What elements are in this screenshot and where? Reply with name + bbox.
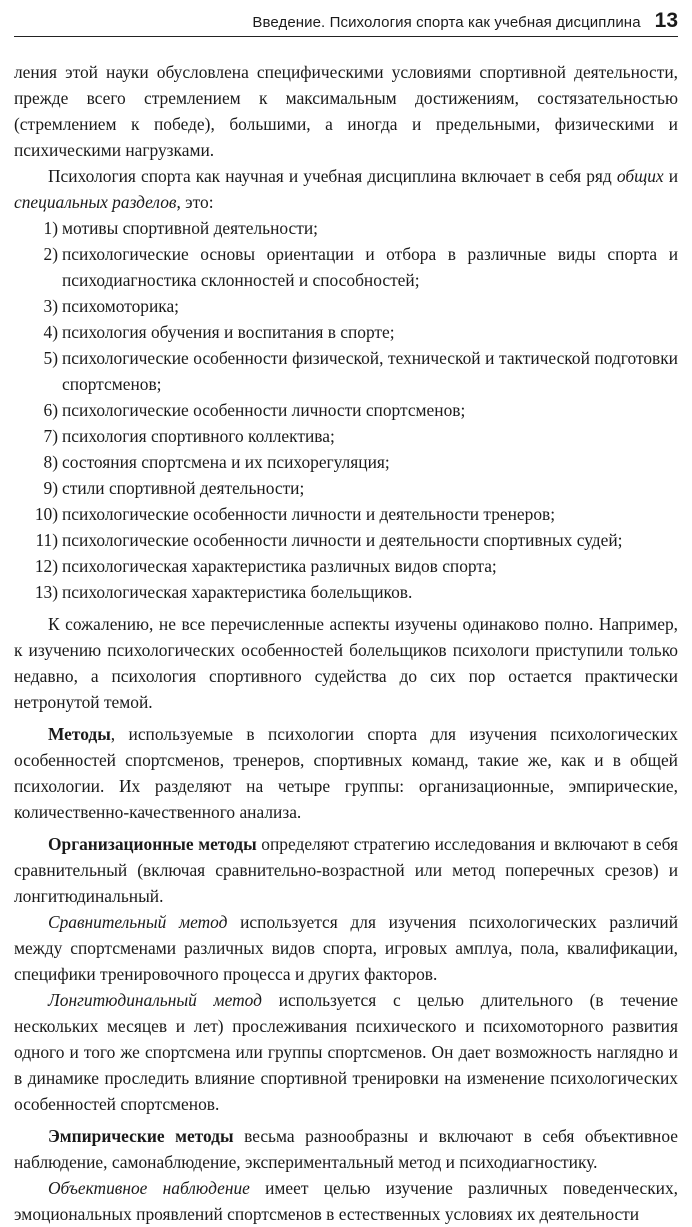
paragraph-organizational-methods: Организационные методы определяют стратегию исследования и включают в себя сравнительный (включая сравнительно-возрастной или метод поперечных срезов) и лонгитюдинальный. — [14, 834, 678, 906]
page-body — [14, 59, 678, 1227]
paragraph-regret: К сожалению, не все перечисленные аспекты изучены одинаково полно. Например, к изучению психологических особенностей болельщиков психологи приступили только недавно, а психология спортивного судейства до сих пор остается практически нетронутой темой. — [14, 614, 678, 712]
paragraph-continuation: ления этой науки обусловлена специфическими условиями спортивной деятельности, прежде всего стремлением к максимальным достижениям, состязательностью (стремлением к победе), большими, а иногда и предельными, физическими и психическими нагрузками. — [14, 62, 678, 160]
paragraph-empirical-methods: Эмпирические методы весьма разнообразны и включают в себя объективное наблюдение, самонаблюдение, экспериментальный метод и психодиагностику. — [14, 1126, 678, 1172]
paragraph-comparative-method: Сравнительный метод используется для изучения психологических различий между спортсменами различных видов спорта, игровых амплуа, пола, квалификации, специфики тренировочного процесса и других факторов. — [14, 912, 678, 984]
list-item: 1) мотивы спортивной деятельности; — [43, 218, 318, 238]
running-header — [14, 6, 678, 37]
list-item: 13) психологическая характеристика болельщиков. — [34, 582, 413, 602]
list-item: 11) психологические особенности личности и деятельности спортивных судей; — [35, 530, 623, 550]
term-methods: Методы — [48, 724, 111, 744]
list-item: 4) психология обучения и воспитания в спорте; — [43, 322, 395, 342]
paragraph-objective-observation: Объективное наблюдение имеет целью изучение различных поведенческих, эмоциональных проявлений спортсменов в естественных условиях их деятельности — [14, 1178, 678, 1224]
term-empirical-methods: Эмпирические методы — [48, 1126, 234, 1146]
list-item: 2) психологические основы ориентации и отбора в различные виды спорта и психодиагностика склонностей и способностей; — [43, 244, 678, 290]
paragraph-longitudinal-method: Лонгитюдинальный метод используется с целью длительного (в течение нескольких месяцев и лет) прослеживания психического и психомоторного развития одного и того же спортсмена или группы спортсменов. Он дает возможность наглядно и в динамике проследить влияние спортивной тренировки на изменение психологических особенностей спортсменов. — [14, 990, 678, 1114]
term-comparative-method: Сравнительный метод — [48, 912, 228, 932]
list-item: 8) состояния спортсмена и их психорегуляция; — [43, 452, 390, 472]
list-item: 10) психологические особенности личности и деятельности тренеров; — [34, 504, 556, 524]
term-organizational-methods: Организационные методы — [48, 834, 257, 854]
list-item: 3) психомоторика; — [43, 296, 180, 316]
term-objective-observation: Объективное наблюдение — [48, 1178, 250, 1198]
list-item: 9) стили спортивной деятельности; — [43, 478, 305, 498]
paragraph-sections-intro: Психология спорта как научная и учебная дисциплина включает в себя ряд общих и специальных разделов, это: — [14, 166, 679, 212]
list-item: 5) психологические особенности физической, технической и тактической подготовки спортсменов; — [43, 348, 678, 394]
list-item: 12) психологическая характеристика различных видов спорта; — [34, 556, 497, 576]
italic-special-sections: специальных разделов — [14, 192, 177, 212]
list-item: 6) психологические особенности личности спортсменов; — [43, 400, 466, 420]
sections-list — [14, 215, 678, 605]
italic-general: общих — [616, 166, 664, 186]
term-longitudinal-method: Лонгитюдинальный метод — [48, 990, 262, 1010]
paragraph-methods: Методы, используемые в психологии спорта для изучения психологических особенностей спортсменов, тренеров, спортивных команд, такие же, как и в общей психологии. Их разделяют на четыре группы: организационные, эмпирические, количественно-качественного анализа. — [14, 724, 678, 822]
chapter-title: Введение. Психология спорта как учебная дисциплина — [252, 14, 641, 31]
list-item: 7) психология спортивного коллектива; — [43, 426, 335, 446]
page-number: 13 — [654, 9, 678, 32]
